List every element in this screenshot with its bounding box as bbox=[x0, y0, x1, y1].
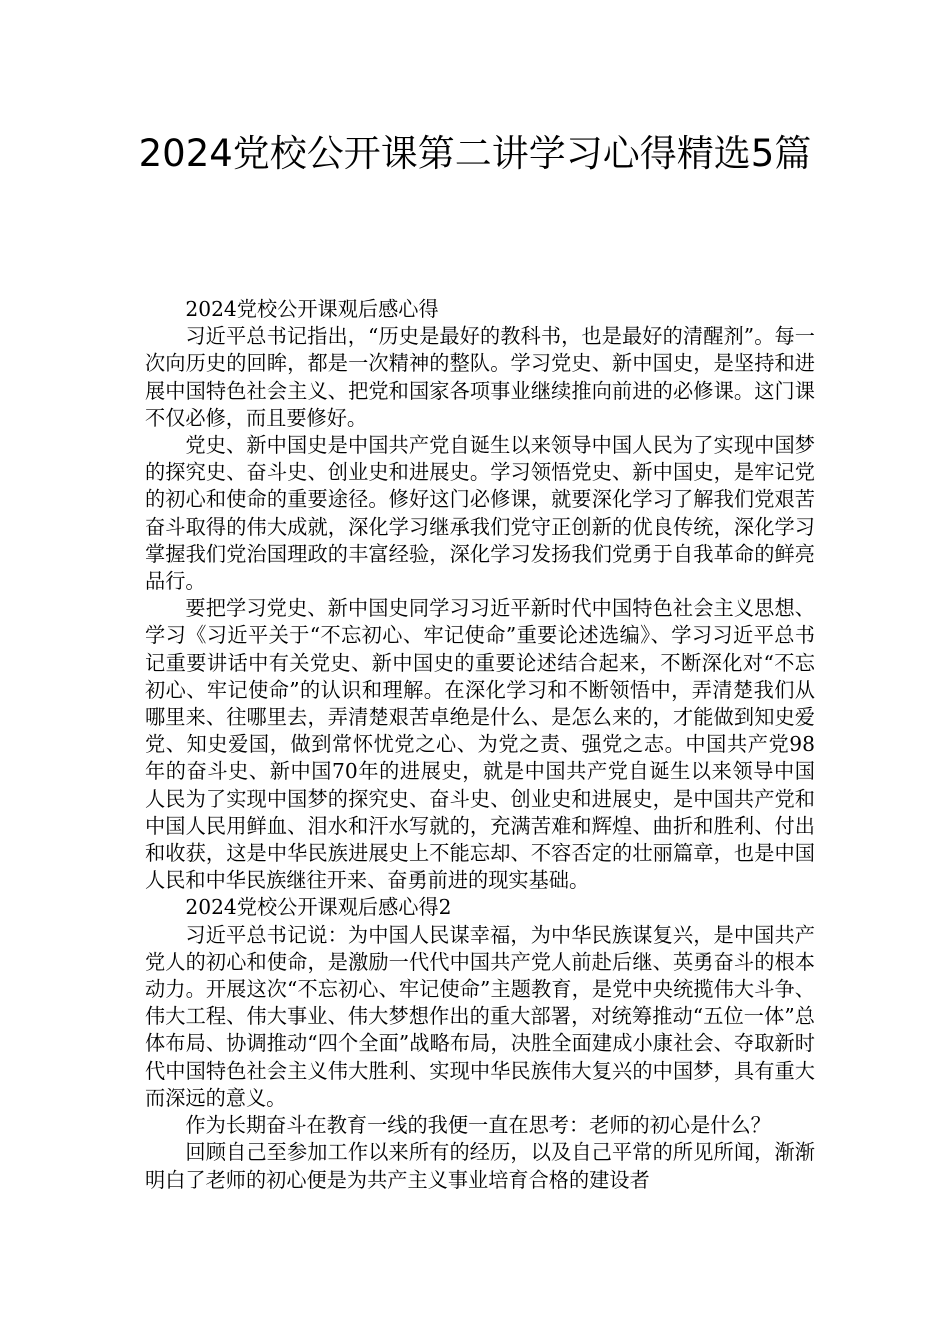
paragraph: 习近平总书记说：为中国人民谋幸福，为中华民族谋复兴，是中国共产党人的初心和使命，是激励一代代中国共产党人前赴后继、英勇奋斗的根本动力。开展这次“不忘初心、牢记使命”主题教育，是党中央统揽伟大斗争、伟大工程、伟大事业、伟大梦想作出的重大部署，对统筹推动“五位一体”总体布局、协调推动“四个全面”战略布局，决胜全面建成小康社会、夺取新时代中国特色社会主义伟大胜利、实现中华民族伟大复兴的中国梦，具有重大而深远的意义。 bbox=[145, 922, 815, 1110]
section-heading-1: 2024党校公开课观后感心得 bbox=[185, 297, 439, 321]
paragraph: 回顾自己至参加工作以来所有的经历，以及自己平常的所见所闻，渐渐明白了老师的初心便是为共产主义事业培育合格的建设者 bbox=[145, 1140, 815, 1192]
section-heading-2: 2024党校公开课观后感心得2 bbox=[185, 895, 452, 920]
paragraph: 作为长期奋斗在教育一线的我便一直在思考：老师的初心是什么？ bbox=[185, 1113, 771, 1138]
document-body bbox=[145, 296, 815, 1194]
document-title: 2024党校公开课第二讲学习心得精选5篇 bbox=[138, 132, 812, 175]
paragraph: 习近平总书记指出，“历史是最好的教科书，也是最好的清醒剂”。每一次向历史的回眸，都是一次精神的整队。学习党史、新中国史，是坚持和进展中国特色社会主义、把党和国家各项事业继续推向前进的必修课。这门课不仅必修，而且要修好。 bbox=[145, 324, 815, 430]
paragraph: 要把学习党史、新中国史同学习习近平新时代中国特色社会主义思想、学习《习近平关于“不忘初心、牢记使命”重要论述选编》、学习习近平总书记重要讲话中有关党史、新中国史的重要论述结合起来，不断深化对“不忘初心、牢记使命”的认识和理解。在深化学习和不断领悟中，弄清楚我们从哪里来、往哪里去，弄清楚艰苦卓绝是什么、是怎么来的，才能做到知史爱党、知史爱国，做到常怀忧党之心、为党之责、强党之志。中国共产党98年的奋斗史、新中国70年的进展史，就是中国共产党自诞生以来领导中国人民为了实现中国梦的探究史、奋斗史、创业史和进展史，是中国共产党和中国人民用鲜血、泪水和汗水写就的，充满苦难和辉煌、曲折和胜利、付出和收获，这是中华民族进展史上不能忘却、不容否定的壮丽篇章，也是中国人民和中华民族继往开来、奋勇前进的现实基础。 bbox=[145, 596, 815, 893]
paragraph: 党史、新中国史是中国共产党自诞生以来领导中国人民为了实现中国梦的探究史、奋斗史、创业史和进展史。学习领悟党史、新中国史，是牢记党的初心和使命的重要途径。修好这门必修课，就要深化学习了解我们党艰苦奋斗取得的伟大成就，深化学习继承我们党守正创新的优良传统，深化学习掌握我们党治国理政的丰富经验，深化学习发扬我们党勇于自我革命的鲜亮品行。 bbox=[145, 433, 815, 594]
